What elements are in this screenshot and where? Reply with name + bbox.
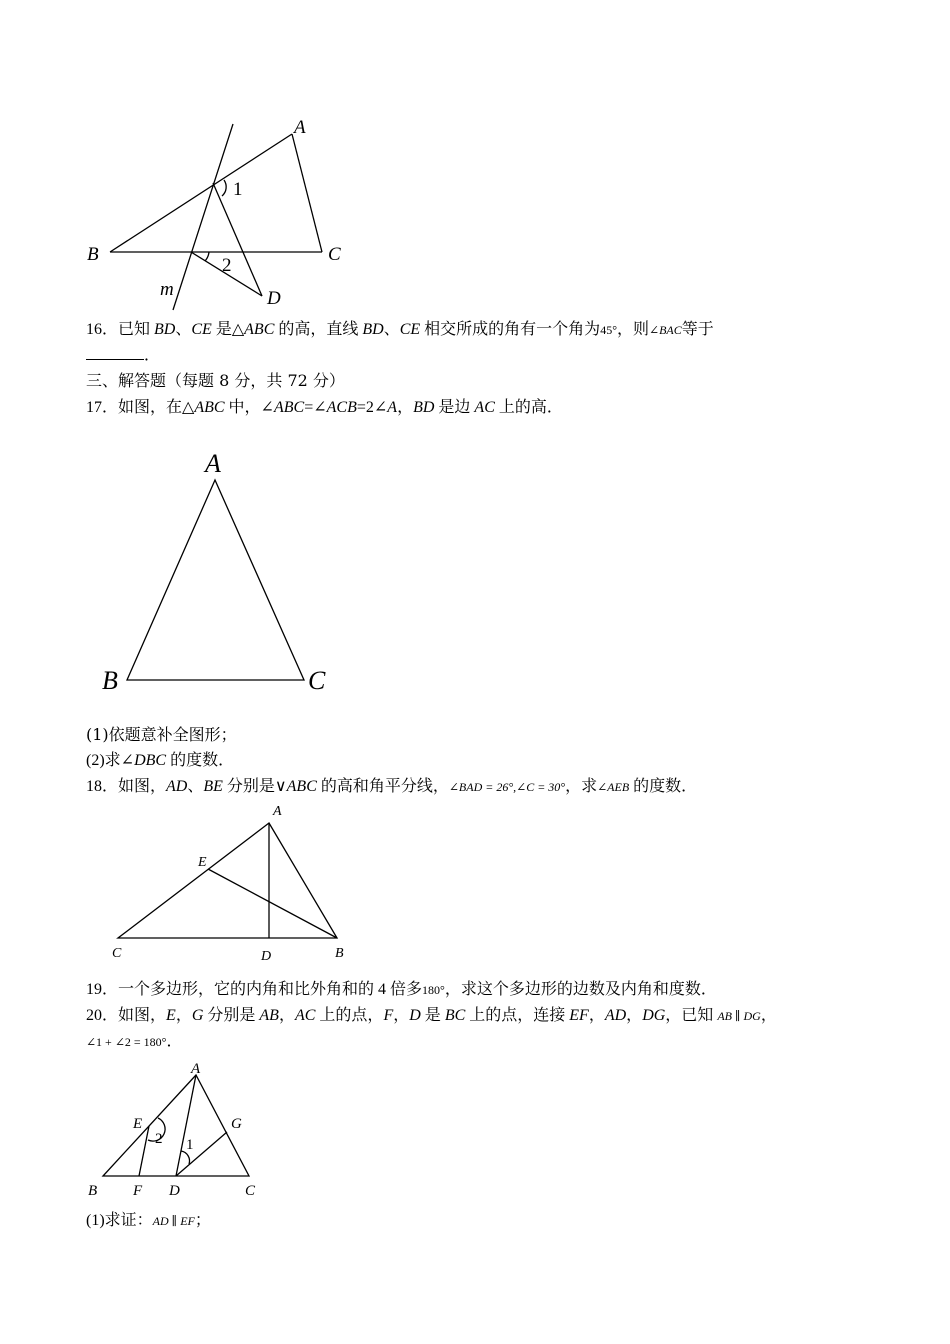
label-A: A [205, 449, 221, 478]
figure-q20 [85, 1058, 275, 1203]
segment-EF [139, 1126, 149, 1176]
triangle-ABC [103, 1075, 249, 1176]
q18-number: 18． [86, 778, 119, 795]
question-20-condition: ∠1 + ∠2 = 180°． [86, 1033, 183, 1050]
label-C: C [112, 946, 122, 961]
label-C: C [245, 1183, 256, 1199]
label-angle-1: 1 [186, 1137, 194, 1153]
question-17-part-2: (2)求∠DBC 的度数． [86, 752, 235, 769]
q16-number: 16． [86, 321, 119, 338]
segment-AB [110, 134, 292, 252]
question-16-answer-line: ． [86, 344, 890, 367]
label-B: B [88, 1183, 98, 1199]
label-A: A [273, 804, 282, 819]
label-angle-2: 2 [222, 255, 232, 276]
question-17: 17．如图，在△ABC 中，∠ABC=∠ACB=2∠A，BD 是边 AC 上的高． [86, 399, 563, 416]
label-C: C [308, 666, 326, 695]
question-17-part-1: (1)依题意补全图形； [86, 725, 237, 744]
angle-1-arc [222, 180, 226, 196]
label-E: E [133, 1116, 143, 1132]
question-16: 16．已知 BD、CE 是△ABC 的高，直线 BD、CE 相交所成的角有一个角为45°，则∠BAC等于 [86, 321, 714, 338]
triangle-ABC [127, 480, 304, 680]
label-A: A [294, 117, 306, 138]
label-B: B [102, 666, 118, 695]
figure-q17 [95, 445, 345, 695]
label-angle-2: 2 [155, 1131, 163, 1147]
label-A: A [191, 1061, 201, 1077]
angle-2-arc [205, 252, 209, 261]
line-m [173, 124, 233, 310]
figure-q18 [105, 800, 360, 970]
label-B: B [335, 946, 344, 961]
label-G: G [231, 1116, 242, 1132]
figure-q15 [80, 110, 370, 315]
bisector-BE [208, 869, 337, 938]
question-18: 18．如图，AD、BE 分别是∨ABC 的高和角平分线，∠BAD = 26°,∠C = 30°，求∠AEB 的度数． [86, 778, 698, 795]
label-F: F [133, 1183, 143, 1199]
label-B: B [87, 244, 99, 265]
label-angle-1: 1 [233, 179, 243, 200]
label-m: m [160, 279, 174, 300]
question-20: 20．如图，E，G 分别是 AB，AC 上的点，F，D 是 BC 上的点，连接 EF，AD，DG，已知 AB ∥ DG， [86, 1007, 777, 1024]
section-3-heading: 三、解答题（每题 8 分，共 72 分） [86, 371, 345, 390]
q19-number: 19． [86, 981, 119, 998]
label-D: D [169, 1183, 180, 1199]
segment-AC [292, 134, 322, 252]
label-D: D [267, 288, 281, 309]
label-D: D [261, 949, 272, 964]
label-E: E [198, 855, 207, 870]
question-19: 19．一个多边形，它的内角和比外角和的 4 倍多180°，求这个多边形的边数及内角和度数． [86, 981, 717, 998]
answer-blank[interactable] [86, 345, 144, 360]
q20-number: 20． [86, 1007, 119, 1024]
q17-number: 17． [86, 399, 119, 416]
question-20-part-1: (1)求证：AD ∥ EF； [86, 1212, 211, 1229]
label-C: C [328, 244, 341, 265]
